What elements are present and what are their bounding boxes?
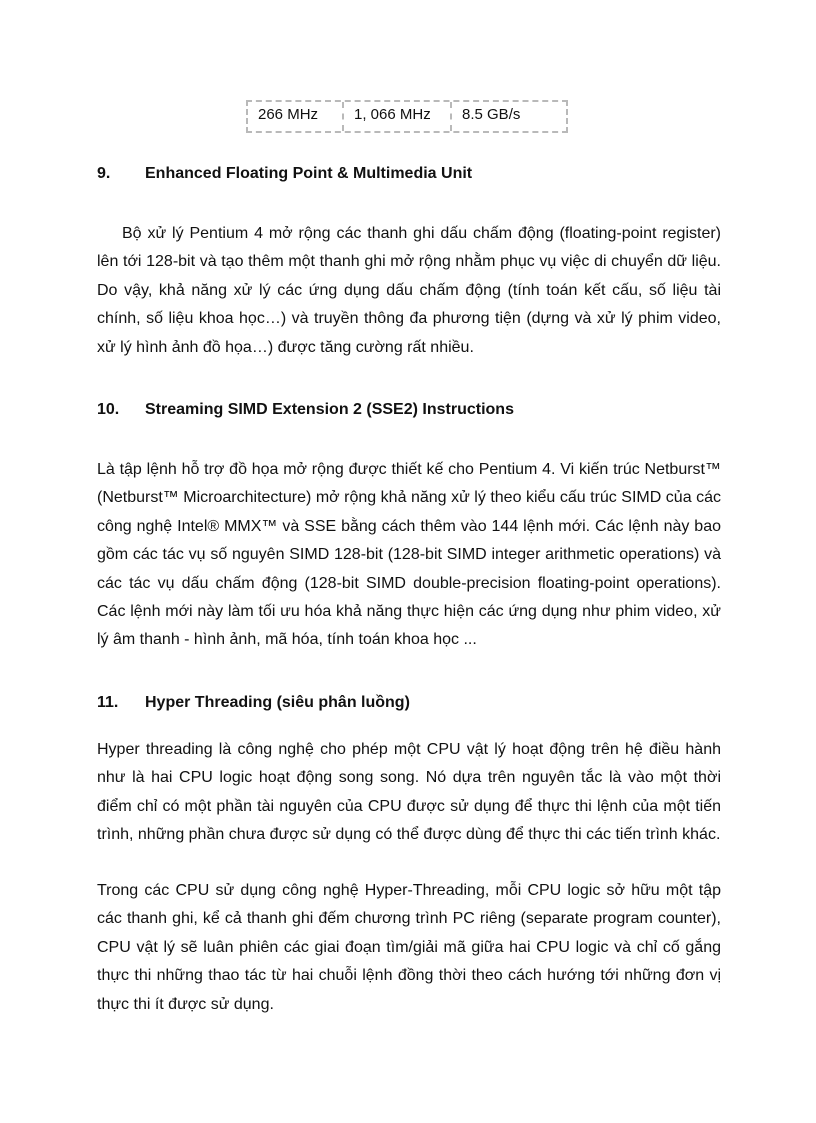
table-cell: 8.5 GB/s [462,106,521,123]
section-title: Hyper Threading (siêu phân luồng) [145,694,410,711]
table-cell: 1, 066 MHz [344,102,452,131]
section-number: 9. [97,165,111,182]
section-title: Enhanced Floating Point & Multimedia Unit [145,165,473,182]
paragraph: Hyper threading là công nghệ cho phép một CPU vật lý hoạt động trên hệ điều hành như là hai CPU logic hoạt động song song. Nó dựa trên nguyên tắc là vào một thời điểm chỉ có một phần tài nguyên của CPU được sử dụng để thực thi lệnh của một tiến trình, những phần chưa được sử dụng có thể được dùng để thực thi các tiến trình khác. [97,741,721,844]
paragraph: Là tập lệnh hỗ trợ đồ họa mở rộng được thiết kế cho Pentium 4. Vi kiến trúc Netburst™ (Netburst™ Microarchitecture) mở rộng khả năng xử lý theo kiểu cấu trúc SIMD của các công nghệ Intel® MMX™ và SSE bằng cách thêm vào 144 lệnh mới. Các lệnh này bao gồm các tác vụ số nguyên SIMD 128-bit (128-bit SIMD integer arithmetic operations) và các tác vụ dấu chấm động (128-bit SIMD double-precision floating-point operations). Các lệnh mới này làm tối ưu hóa khả năng thực hiện các ứng dụng như phim video, xử lý âm thanh - hình ảnh, mã hóa, tính toán khoa học ... [97,461,721,649]
paragraph: Bộ xử lý Pentium 4 mở rộng các thanh ghi dấu chấm động (floating-point register) lên tới 128-bit và tạo thêm một thanh ghi mở rộng nhằm phục vụ việc di chuyển dữ liệu. Do vậy, khả năng xử lý các ứng dụng dấu chấm động (tính toán kết cấu, số liệu tài chính, số liệu khoa học…) và truyền thông đa phương tiện (dựng và xử lý phim video, xử lý hình ảnh đồ họa…) được tăng cường rất nhiều. [97,225,721,356]
section-number: 10. [97,401,120,418]
section-heading-9 [97,164,472,184]
table-cell: 266 MHz [248,102,344,131]
section-number: 11. [97,694,119,711]
section-heading-11 [97,693,410,713]
spec-table-row [246,100,568,133]
section-title: Streaming SIMD Extension 2 (SSE2) Instructions [145,401,514,418]
paragraph: Trong các CPU sử dụng công nghệ Hyper-Threading, mỗi CPU logic sở hữu một tập các thanh ghi, kể cả thanh ghi đếm chương trình PC riêng (separate program counter), CPU vật lý sẽ luân phiên các giai đoạn tìm/giải mã giữa hai CPU logic và chỉ cố gắng thực thi những thao tác từ hai chuỗi lệnh đồng thời theo cách hướng tới những đơn vị thực thi ít được sử dụng. [97,882,721,1013]
section-heading-10 [97,400,514,420]
